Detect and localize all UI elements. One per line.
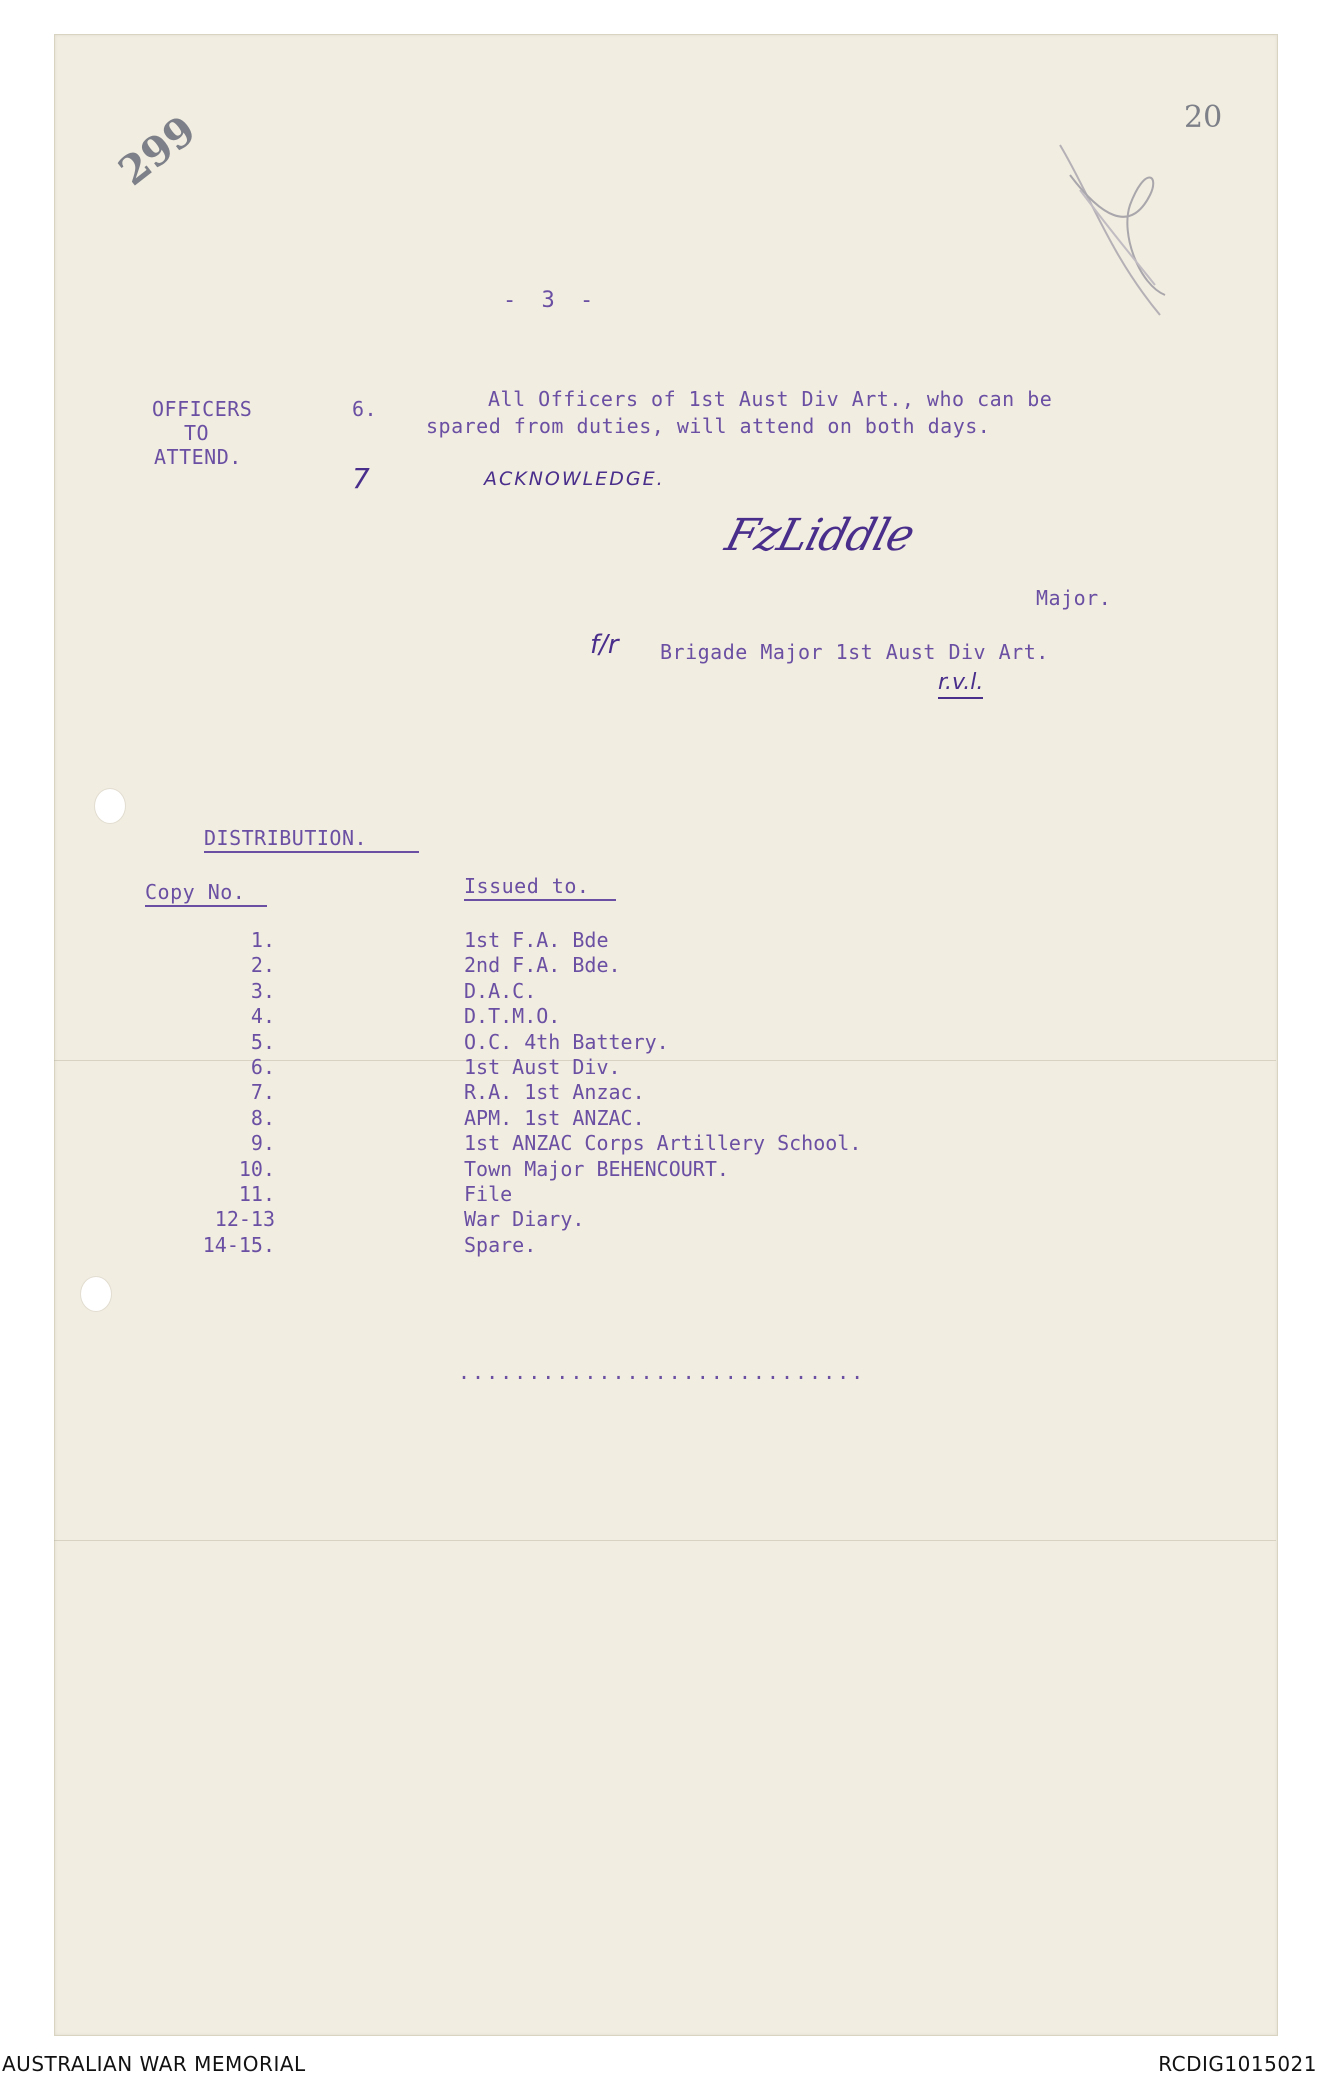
acknowledge-handwritten: ACKNOWLEDGE.: [484, 468, 665, 490]
copy-number-header: Copy No.: [145, 880, 267, 907]
list-item: 14-15.: [202, 1232, 275, 1257]
issued-to-header: Issued to.: [464, 874, 616, 901]
paragraph-line: All Officers of 1st Aust Div Art., who can be: [488, 387, 1053, 411]
list-item: 5.: [250, 1029, 275, 1054]
margin-heading-line: OFFICERS: [152, 397, 253, 421]
paragraph-line: spared from duties, will attend on both days.: [426, 414, 991, 438]
list-item: 11.: [238, 1181, 275, 1206]
paragraph-number: 6.: [352, 397, 378, 421]
signature-title: Brigade Major 1st Aust Div Art.: [660, 640, 1049, 664]
list-item: File: [464, 1181, 513, 1206]
list-item: 7.: [250, 1080, 275, 1105]
margin-heading-line: TO: [184, 421, 210, 445]
list-item: 3.: [250, 978, 275, 1003]
list-item: 6.: [250, 1054, 275, 1079]
list-item: D.T.M.O.: [464, 1004, 561, 1029]
punch-hole: [94, 788, 126, 824]
paragraph-number: 7: [352, 462, 370, 495]
list-item: 12-13: [214, 1207, 275, 1232]
list-item: 1st ANZAC Corps Artillery School.: [464, 1131, 862, 1156]
pencil-scribble-icon: [1050, 135, 1180, 335]
list-item: 1st F.A. Bde: [464, 928, 609, 952]
folio-number-stamp: 299: [110, 106, 205, 196]
paragraph-6-text: [426, 386, 1052, 440]
list-item: War Diary.: [464, 1207, 585, 1232]
margin-heading: [152, 397, 252, 469]
punch-hole: [80, 1276, 112, 1312]
signature-rank: Major.: [1036, 586, 1112, 610]
list-item: 8.: [250, 1105, 275, 1130]
list-item: Spare.: [464, 1232, 537, 1257]
signature-prefix-initials: f/r: [590, 630, 619, 660]
list-item: 2nd F.A. Bde.: [464, 953, 621, 978]
list-item: O.C. 4th Battery.: [464, 1029, 669, 1054]
end-dotted-rule: .............................: [458, 1360, 866, 1384]
margin-heading-line: ATTEND.: [154, 445, 242, 469]
list-item: 9.: [250, 1131, 275, 1156]
list-item: 10.: [238, 1156, 275, 1181]
signature: FzLiddle: [720, 510, 920, 561]
list-item: 1.: [250, 928, 275, 952]
distribution-heading: DISTRIBUTION.: [204, 826, 419, 853]
footer-record-id: RCDIG1015021: [1158, 2052, 1317, 2076]
footer-archive-label: AUSTRALIAN WAR MEMORIAL: [2, 2052, 306, 2076]
list-item: D.A.C.: [464, 978, 537, 1003]
list-item: APM. 1st ANZAC.: [464, 1105, 645, 1130]
list-item: Town Major BEHENCOURT.: [464, 1156, 729, 1181]
list-item: R.A. 1st Anzac.: [464, 1080, 645, 1105]
list-item: 4.: [250, 1004, 275, 1029]
issued-to-column: [464, 928, 861, 1258]
list-item: 1st Aust Div.: [464, 1054, 621, 1079]
page-marker: - 3 -: [503, 288, 600, 313]
page-number-stamp: 20: [1184, 100, 1223, 135]
paper-fold-line: [54, 1540, 1276, 1541]
list-item: 2.: [250, 953, 275, 978]
copy-number-column: [175, 928, 275, 1258]
signature-initials: r.v.l.: [938, 670, 983, 699]
